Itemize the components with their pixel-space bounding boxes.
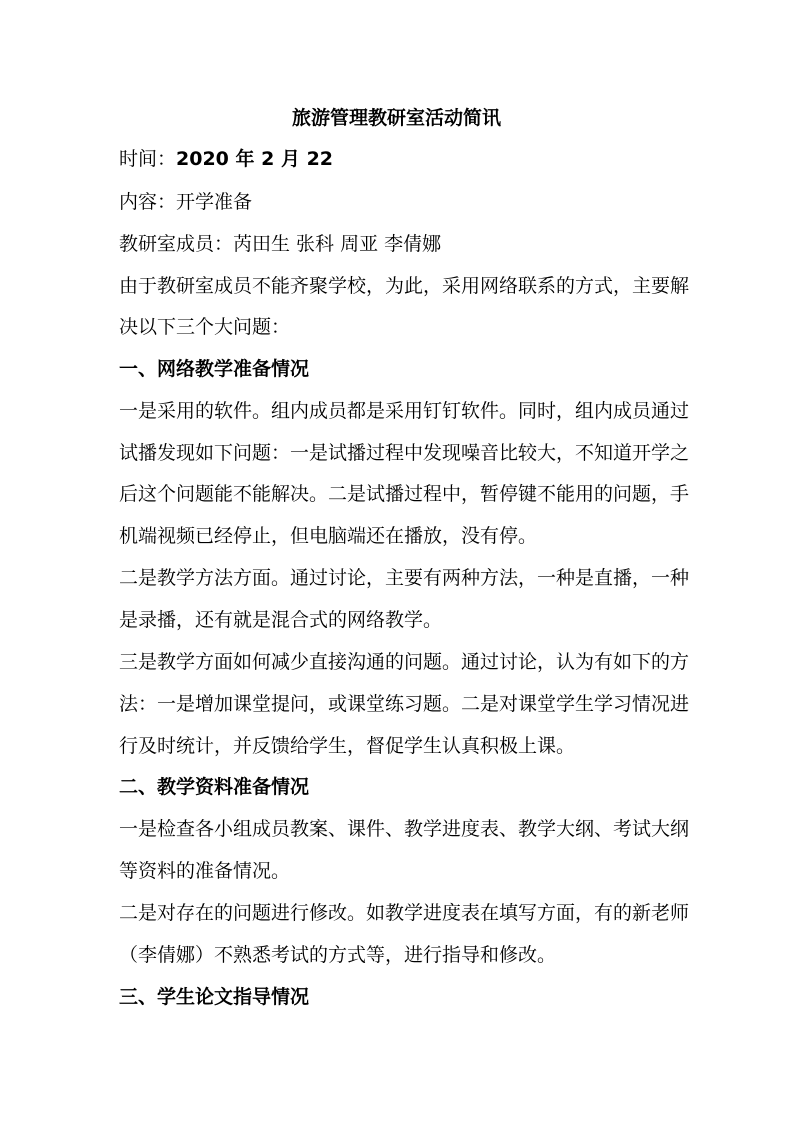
intro-line: 决以下三个大问题： [119,316,291,338]
intro-line: 由于教研室成员不能齐聚学校，为此，采用网络联系的方式，主要解 [119,275,690,297]
time-label: 时间： [119,148,177,170]
paragraph-line: 后这个问题能不能解决。二是试播过程中，暂停键不能用的问题，手 [119,483,690,505]
paragraph-line: 一是检查各小组成员教案、课件、教学进度表、教学大纲、考试大纲 [119,818,690,840]
members-line: 教研室成员：芮田生 张科 周亚 李倩娜 [119,233,442,255]
paragraph-line: 一是采用的软件。组内成员都是采用钉钉软件。同时，组内成员通过 [119,400,690,422]
paragraph-line: 三是教学方面如何减少直接沟通的问题。通过讨论，认为有如下的方 [119,651,690,673]
paragraph-line: （李倩娜）不熟悉考试的方式等，进行指导和修改。 [119,944,557,966]
paragraph-line: 二是对存在的问题进行修改。如教学进度表在填写方面，有的新老师 [119,902,690,924]
paragraph-line: 试播发现如下问题：一是试播过程中发现噪音比较大，不知道开学之 [119,442,690,464]
section-heading-1: 一、网络教学准备情况 [119,358,310,380]
document-title: 旅游管理教研室活动简讯 [291,107,501,129]
paragraph-line: 机端视频已经停止，但电脑端还在播放，没有停。 [119,525,538,547]
time-value: 2020 年 2 月 22 [176,148,334,170]
paragraph-line: 二是教学方法方面。通过讨论，主要有两种方法，一种是直播，一种 [119,567,690,589]
paragraph-line: 法：一是增加课堂提问，或课堂练习题。二是对课堂学生学习情况进 [119,693,690,715]
content-line: 内容：开学准备 [119,191,253,213]
section-heading-2: 二、教学资料准备情况 [119,776,310,798]
paragraph-line: 行及时统计，并反馈给学生，督促学生认真积极上课。 [119,735,576,757]
section-heading-3: 三、学生论文指导情况 [119,986,310,1008]
paragraph-line: 是录播，还有就是混合式的网络教学。 [119,609,443,631]
paragraph-line: 等资料的准备情况。 [119,860,291,882]
time-line [119,147,689,171]
